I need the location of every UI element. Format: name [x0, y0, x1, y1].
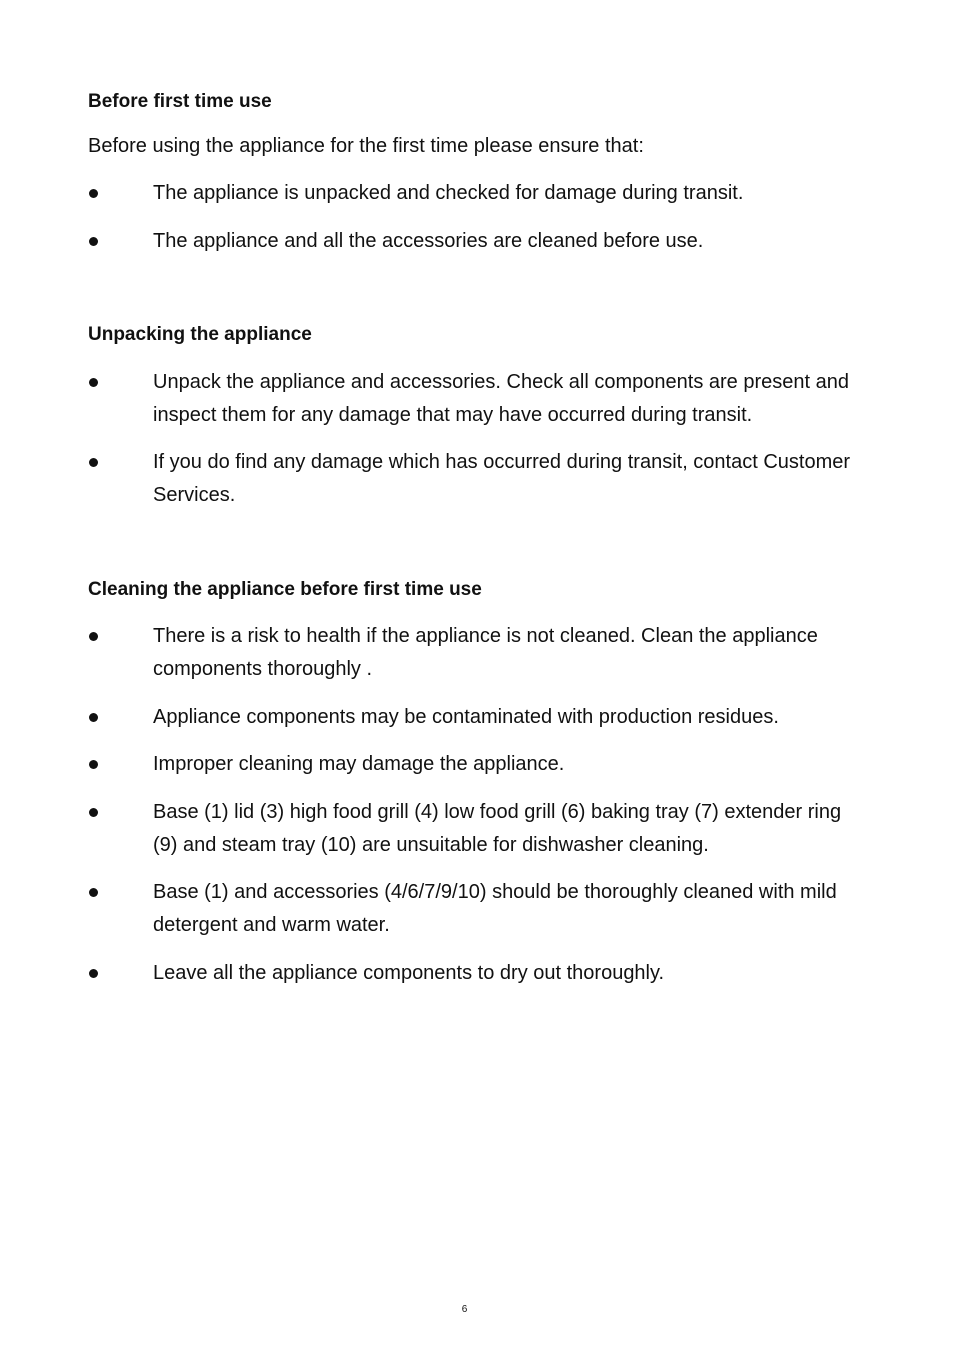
- bullet-icon: [88, 620, 100, 641]
- section-heading-unpacking: Unpacking the appliance: [88, 324, 312, 345]
- section-heading-before-first-use: Before first time use: [88, 91, 272, 112]
- list-item-text: The appliance is unpacked and checked for damage during transit.: [153, 182, 744, 204]
- bullet-icon: [88, 957, 100, 978]
- list-item-text: If you do find any damage which has occurred during transit, contact Customer Services.: [153, 451, 851, 506]
- list-item-text: Appliance components may be contaminated with production residues.: [153, 706, 779, 728]
- section-heading-cleaning: Cleaning the appliance before first time use: [88, 579, 482, 600]
- bullet-icon: [88, 796, 100, 817]
- bullet-icon: [88, 177, 100, 198]
- bullet-icon: [88, 701, 100, 722]
- bullet-icon: [88, 876, 100, 897]
- list-item-text: There is a risk to health if the appliance is not cleaned. Clean the appliance components thoroughly .: [153, 625, 818, 680]
- section-intro: Before using the appliance for the first time please ensure that:: [88, 135, 644, 157]
- page-number: 6: [461, 1304, 468, 1315]
- bullet-icon: [88, 225, 100, 246]
- bullet-icon: [88, 446, 100, 467]
- bullet-icon: [88, 366, 100, 387]
- bullet-icon: [88, 748, 100, 769]
- list-item-text: Base (1) lid (3) high food grill (4) low food grill (6) baking tray (7) extender ring (9) and steam tray (10) are unsuitable for dishwasher cleaning.: [153, 801, 842, 856]
- list-item-text: Unpack the appliance and accessories. Check all components are present and inspect them for any damage that may have occurred during transit.: [153, 371, 849, 426]
- list-item-text: Base (1) and accessories (4/6/7/9/10) should be thoroughly cleaned with mild detergent and warm water.: [153, 881, 837, 936]
- list-item-text: The appliance and all the accessories are cleaned before use.: [153, 230, 704, 252]
- list-item-text: Improper cleaning may damage the appliance.: [153, 753, 565, 775]
- list-item-text: Leave all the appliance components to dry out thoroughly.: [153, 962, 665, 984]
